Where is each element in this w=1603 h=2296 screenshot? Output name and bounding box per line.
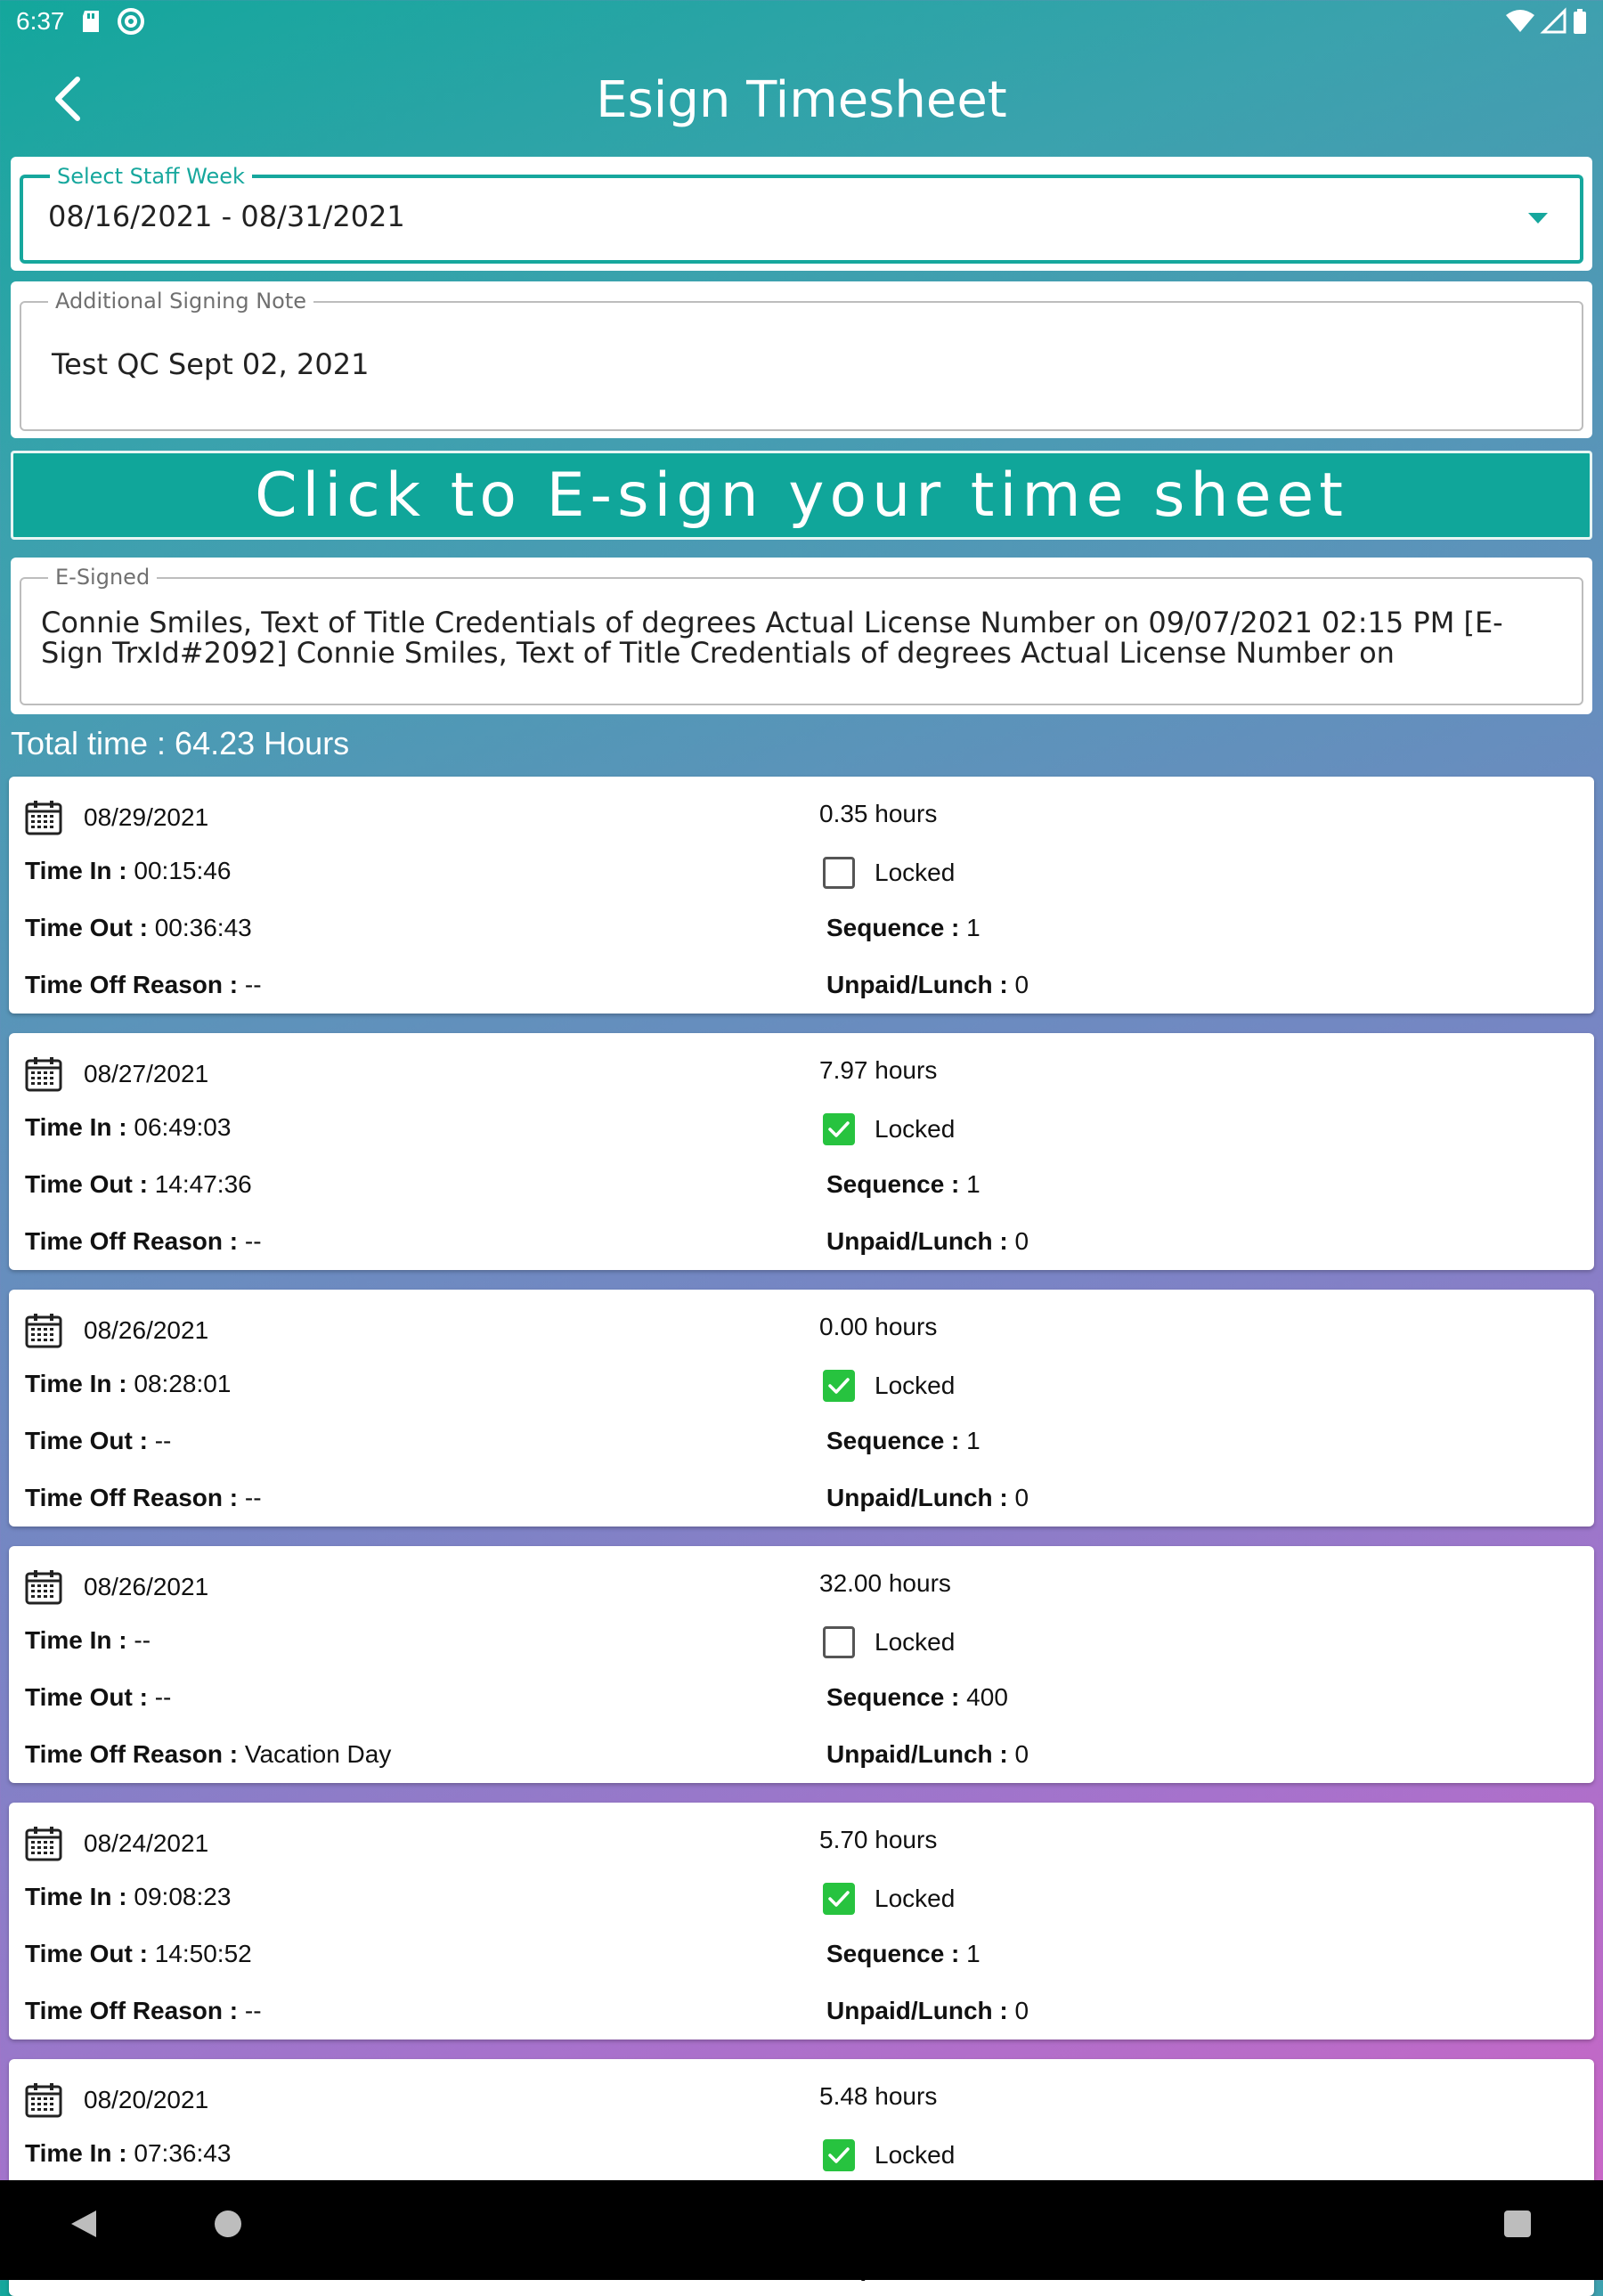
locked-label: Locked bbox=[875, 1115, 956, 1143]
time-off-reason-label: Time Off Reason : bbox=[25, 1227, 239, 1255]
recents-square-icon[interactable] bbox=[1503, 2209, 1532, 2243]
unpaid-lunch-value: 0 bbox=[1014, 1227, 1029, 1255]
entry-hours: 5.48 hours bbox=[819, 2082, 938, 2110]
time-in-value: 08:28:01 bbox=[134, 1370, 232, 1397]
time-in-row bbox=[25, 1626, 151, 1655]
calendar-icon bbox=[25, 800, 62, 835]
time-in-label: Time In : bbox=[25, 1883, 127, 1910]
time-in-row bbox=[25, 1883, 231, 1911]
app-bar bbox=[0, 43, 1603, 157]
locked-checkbox[interactable] bbox=[823, 857, 855, 889]
time-in-label: Time In : bbox=[25, 1113, 127, 1141]
time-out-label: Time Out : bbox=[25, 1427, 148, 1454]
timesheet-entry[interactable] bbox=[9, 1033, 1594, 1270]
time-out-row bbox=[25, 1683, 171, 1712]
unpaid-lunch-row bbox=[826, 1484, 1029, 1512]
unpaid-lunch-label: Unpaid/Lunch : bbox=[826, 1484, 1008, 1511]
time-off-reason-label: Time Off Reason : bbox=[25, 971, 239, 998]
time-off-reason-label: Time Off Reason : bbox=[25, 1997, 239, 2024]
time-off-reason-row bbox=[25, 1740, 391, 1769]
time-off-reason-value: -- bbox=[244, 1484, 262, 1511]
status-bar bbox=[0, 0, 1603, 43]
calendar-icon bbox=[25, 1569, 62, 1605]
esigned-value: Connie Smiles, Text of Title Credentials of degrees Actual License Number on 09/07/2021 02:15 PM [E-Sign TrxId#2092] Connie Smiles, Text of Title Credentials of degrees Actual License Number on bbox=[41, 606, 1503, 670]
time-out-label: Time Out : bbox=[25, 1683, 148, 1711]
time-in-label: Time In : bbox=[25, 1626, 127, 1654]
home-circle-icon[interactable] bbox=[214, 2209, 242, 2243]
sequence-value: 1 bbox=[966, 1940, 981, 1967]
chevron-left-icon bbox=[49, 74, 85, 124]
time-off-reason-row bbox=[25, 1484, 262, 1512]
time-in-row bbox=[25, 2139, 231, 2168]
entry-hours: 7.97 hours bbox=[819, 1056, 938, 1084]
locked-checkbox[interactable] bbox=[823, 1626, 855, 1658]
status-time: 6:37 bbox=[16, 7, 65, 35]
sequence-row bbox=[826, 914, 981, 942]
time-off-reason-value: Vacation Day bbox=[244, 1740, 392, 1768]
locked-row bbox=[819, 1113, 955, 1145]
locked-row bbox=[819, 1626, 955, 1658]
checkmark-icon bbox=[827, 1120, 850, 1139]
time-in-value: 06:49:03 bbox=[134, 1113, 232, 1141]
time-out-row bbox=[25, 1170, 252, 1199]
locked-checkbox[interactable] bbox=[823, 1883, 855, 1915]
locked-row bbox=[819, 2139, 955, 2171]
back-button[interactable] bbox=[36, 68, 98, 130]
time-in-value: 09:08:23 bbox=[134, 1883, 232, 1910]
time-out-value: -- bbox=[154, 1427, 172, 1454]
time-out-value: 14:50:52 bbox=[154, 1940, 252, 1967]
at-sign-icon bbox=[117, 7, 145, 36]
entry-hours: 32.00 hours bbox=[819, 1569, 951, 1597]
hours-row bbox=[819, 1313, 937, 1341]
chevron-down-icon bbox=[1528, 212, 1548, 228]
time-out-label: Time Out : bbox=[25, 914, 148, 941]
timesheet-list bbox=[0, 777, 1603, 2180]
time-in-label: Time In : bbox=[25, 857, 127, 884]
sequence-label: Sequence : bbox=[826, 1170, 960, 1198]
time-out-row bbox=[25, 1940, 252, 1968]
locked-label: Locked bbox=[875, 1628, 956, 1656]
timesheet-entry[interactable] bbox=[9, 1803, 1594, 2040]
calendar-icon bbox=[25, 2082, 62, 2118]
staff-week-label: Select Staff Week bbox=[50, 164, 252, 189]
total-time: Total time : 64.23 Hours bbox=[11, 725, 350, 761]
locked-label: Locked bbox=[875, 1885, 956, 1912]
sequence-value: 1 bbox=[966, 914, 981, 941]
unpaid-lunch-label: Unpaid/Lunch : bbox=[826, 1740, 1008, 1768]
staff-week-dropdown[interactable] bbox=[20, 164, 1583, 264]
unpaid-lunch-value: 0 bbox=[1014, 1740, 1029, 1768]
time-out-label: Time Out : bbox=[25, 1170, 148, 1198]
unpaid-lunch-label: Unpaid/Lunch : bbox=[826, 971, 1008, 998]
signing-note-value: Test QC Sept 02, 2021 bbox=[52, 347, 370, 381]
page-title: Esign Timesheet bbox=[596, 70, 1007, 129]
time-off-reason-row bbox=[25, 971, 262, 999]
entry-date: 08/27/2021 bbox=[84, 1060, 209, 1087]
time-in-value: -- bbox=[134, 1626, 151, 1654]
time-out-row bbox=[25, 1427, 171, 1455]
esigned-card bbox=[11, 558, 1592, 714]
unpaid-lunch-label: Unpaid/Lunch : bbox=[826, 1997, 1008, 2024]
timesheet-entry[interactable] bbox=[9, 777, 1594, 1014]
time-out-value: -- bbox=[154, 1683, 172, 1711]
time-in-row bbox=[25, 1113, 231, 1142]
signing-note-label: Additional Signing Note bbox=[48, 289, 313, 313]
unpaid-lunch-value: 0 bbox=[1014, 971, 1029, 998]
time-off-reason-value: -- bbox=[244, 1227, 262, 1255]
locked-checkbox[interactable] bbox=[823, 1370, 855, 1402]
time-off-reason-value: -- bbox=[244, 971, 262, 998]
unpaid-lunch-value: 0 bbox=[1014, 1997, 1029, 2024]
sequence-value: 1 bbox=[966, 1427, 981, 1454]
entry-date: 08/29/2021 bbox=[84, 803, 209, 831]
esign-button[interactable]: Click to E-sign your time sheet bbox=[11, 451, 1592, 540]
unpaid-lunch-value: 0 bbox=[1014, 1484, 1029, 1511]
entry-hours: 0.35 hours bbox=[819, 800, 938, 827]
locked-row bbox=[819, 1370, 955, 1402]
time-in-label: Time In : bbox=[25, 1370, 127, 1397]
sequence-value: 1 bbox=[966, 1170, 981, 1198]
staff-week-card bbox=[11, 157, 1592, 271]
hours-row bbox=[819, 1056, 937, 1085]
locked-row bbox=[819, 857, 955, 889]
sequence-value: 400 bbox=[966, 1683, 1008, 1711]
sd-card-icon bbox=[79, 9, 102, 34]
checkmark-icon bbox=[827, 2145, 850, 2165]
time-in-row bbox=[25, 857, 231, 885]
timesheet-entry[interactable] bbox=[9, 1290, 1594, 1527]
hours-row bbox=[819, 800, 937, 828]
time-in-value: 00:15:46 bbox=[134, 857, 232, 884]
hours-row bbox=[819, 2082, 937, 2111]
entry-hours: 0.00 hours bbox=[819, 1313, 938, 1340]
time-off-reason-row bbox=[25, 1227, 262, 1256]
sequence-row bbox=[826, 1170, 981, 1199]
entry-date: 08/20/2021 bbox=[84, 2086, 209, 2113]
esigned-label: E-Signed bbox=[48, 565, 157, 590]
time-off-reason-label: Time Off Reason : bbox=[25, 1740, 239, 1768]
time-off-reason-label: Time Off Reason : bbox=[25, 1484, 239, 1511]
unpaid-lunch-row bbox=[826, 971, 1029, 999]
time-out-row bbox=[25, 914, 252, 942]
locked-row bbox=[819, 1883, 955, 1915]
time-in-row bbox=[25, 1370, 231, 1398]
entry-date: 08/24/2021 bbox=[84, 1829, 209, 1857]
unpaid-lunch-row bbox=[826, 1227, 1029, 1256]
sequence-row bbox=[826, 1427, 981, 1455]
unpaid-lunch-label: Unpaid/Lunch : bbox=[826, 1227, 1008, 1255]
sequence-row bbox=[826, 1683, 1008, 1712]
sequence-row bbox=[826, 1940, 981, 1968]
locked-checkbox[interactable] bbox=[823, 2139, 855, 2171]
signing-note-field[interactable] bbox=[20, 289, 1583, 431]
time-in-value: 07:36:43 bbox=[134, 2139, 232, 2167]
signal-icon bbox=[1542, 10, 1566, 33]
time-out-value: 14:47:36 bbox=[154, 1170, 252, 1198]
entry-hours: 5.70 hours bbox=[819, 1826, 938, 1853]
sequence-label: Sequence : bbox=[826, 1683, 960, 1711]
back-triangle-icon[interactable] bbox=[69, 2209, 98, 2243]
staff-week-value: 08/16/2021 - 08/31/2021 bbox=[48, 199, 405, 233]
calendar-icon bbox=[25, 1056, 62, 1092]
time-out-label: Time Out : bbox=[25, 1940, 148, 1967]
entry-date: 08/26/2021 bbox=[84, 1316, 209, 1344]
entry-date: 08/26/2021 bbox=[84, 1573, 209, 1600]
time-in-label: Time In : bbox=[25, 2139, 127, 2167]
time-out-value: 00:36:43 bbox=[154, 914, 252, 941]
checkmark-icon bbox=[827, 1889, 850, 1909]
timesheet-entry[interactable] bbox=[9, 1546, 1594, 1783]
checkmark-icon bbox=[827, 1376, 850, 1396]
system-nav-bar bbox=[0, 2180, 1603, 2280]
hours-row bbox=[819, 1826, 937, 1854]
hours-row bbox=[819, 1569, 951, 1598]
battery-icon bbox=[1573, 9, 1587, 34]
locked-label: Locked bbox=[875, 1372, 956, 1399]
locked-label: Locked bbox=[875, 859, 956, 886]
unpaid-lunch-row bbox=[826, 1997, 1029, 2025]
time-off-reason-value: -- bbox=[244, 1997, 262, 2024]
sequence-label: Sequence : bbox=[826, 1940, 960, 1967]
sequence-label: Sequence : bbox=[826, 1427, 960, 1454]
signing-note-card bbox=[11, 281, 1592, 438]
time-off-reason-row bbox=[25, 1997, 262, 2025]
locked-checkbox[interactable] bbox=[823, 1113, 855, 1145]
calendar-icon bbox=[25, 1313, 62, 1348]
locked-label: Locked bbox=[875, 2141, 956, 2169]
wifi-icon bbox=[1505, 10, 1535, 33]
calendar-icon bbox=[25, 1826, 62, 1861]
unpaid-lunch-row bbox=[826, 1740, 1029, 1769]
sequence-label: Sequence : bbox=[826, 914, 960, 941]
